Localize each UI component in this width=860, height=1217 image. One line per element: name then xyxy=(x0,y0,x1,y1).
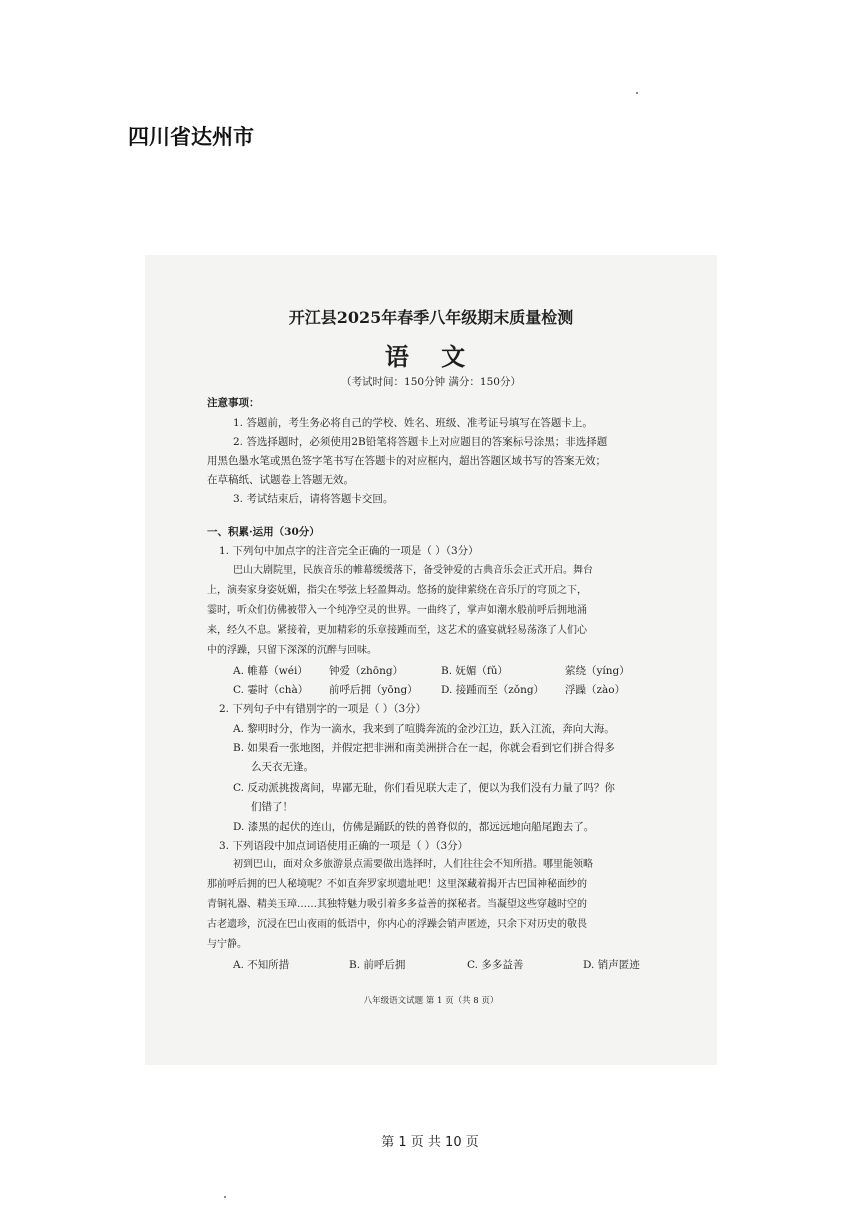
passage-line: 巴山大剧院里，民族音乐的帷幕缓缓落下，备受钟爱的古典音乐会正式开启。舞台 xyxy=(233,565,593,576)
passage-line: 来，经久不息。紧接着，更加精彩的乐章接踵而至，这艺术的盛宴就轻易荡涤了人们心 xyxy=(207,625,587,636)
paper-title: 开江县2025年春季八年级期末质量检测 xyxy=(288,308,574,327)
option: 们错了！ xyxy=(251,801,293,813)
region-title: 四川省达州市 xyxy=(128,125,254,149)
subject-title: 语 文 xyxy=(384,342,478,371)
option: A. 帷幕（wéi） xyxy=(233,665,308,677)
option: C. 反动派挑拨离间，卑鄙无耻，你们看见联大走了，便以为我们没有力量了吗？你 xyxy=(233,782,615,794)
option: 前呼后拥（yōng） xyxy=(329,684,418,696)
option: B. 前呼后拥 xyxy=(349,959,406,971)
option: B. 妩媚（fǔ） xyxy=(441,665,509,677)
passage-line: 霎时，听众们仿佛被带入一个纯净空灵的世界。一曲终了，掌声如潮水般前呼后拥地涌 xyxy=(207,605,587,616)
option: 萦绕（yíng） xyxy=(565,665,630,677)
passage-line: 初到巴山，面对众多旅游景点需要做出选择时，人们往往会不知所措。哪里能领略 xyxy=(233,859,593,870)
notice-line: 在草稿纸、试题卷上答题无效。 xyxy=(207,474,354,486)
passage-line: 古老遗珍，沉浸在巴山夜雨的低语中，你内心的浮躁会销声匿迹，只余下对历史的敬畏 xyxy=(207,919,587,930)
notice-line: 3. 考试结束后，请将答题卡交回。 xyxy=(233,493,394,505)
option: B. 如果看一张地图，并假定把非洲和南美洲拼合在一起，你就会看到它们拼合得多 xyxy=(233,742,615,754)
option: A. 黎明时分，作为一滴水，我来到了喧腾奔流的金沙江边，跃入江流，奔向大海。 xyxy=(233,723,615,735)
passage-line: 那前呼后拥的巴人秘境呢？不如直奔罗家坝遗址吧！这里深藏着揭开古巴国神秘面纱的 xyxy=(207,879,587,890)
exam-info: （考试时间：150分钟 满分：150分） xyxy=(341,376,521,388)
passage-line: 与宁静。 xyxy=(207,939,247,950)
option: C. 霎时（chà） xyxy=(233,684,309,696)
option: D. 漆黑的起伏的连山，仿佛是踊跃的铁的兽脊似的，都远远地向船尾跑去了。 xyxy=(233,821,595,833)
notice-line: 1. 答题前，考生务必将自己的学校、姓名、班级、准考证号填写在答题卡上。 xyxy=(233,417,593,429)
scan-speck xyxy=(224,1196,226,1198)
passage-line: 上，演奏家身姿妩媚，指尖在琴弦上轻盈舞动。悠扬的旋律萦绕在音乐厅的穹顶之下， xyxy=(207,585,587,596)
notice-heading: 注意事项： xyxy=(207,397,260,409)
option: 钟爱（zhōng） xyxy=(329,665,404,677)
page-number: 第 1 页 共 10 页 xyxy=(381,1135,479,1150)
question-stem: 3. 下列语段中加点词语使用正确的一项是（ ）（3分） xyxy=(219,840,469,852)
question-stem: 1. 下列句中加点字的注音完全正确的一项是（ ）（3分） xyxy=(219,545,479,557)
option: D. 接踵而至（zǒng） xyxy=(441,684,545,696)
option: C. 多多益善 xyxy=(467,959,524,971)
scan-footer: 八年级语文试题 第 1 页（共 8 页） xyxy=(363,996,499,1006)
option: 浮躁（zào） xyxy=(565,684,626,696)
scan-speck xyxy=(636,92,638,94)
option: 么天衣无逢。 xyxy=(251,761,314,773)
section-heading: 一、积累·运用（30分） xyxy=(207,526,320,538)
notice-line: 2. 答选择题时，必须使用2B铅笔将答题卡上对应题目的答案标号涂黑；非选择题 xyxy=(233,436,608,448)
option: A. 不知所措 xyxy=(233,959,290,971)
passage-line: 中的浮躁，只留下深深的沉醉与回味。 xyxy=(207,645,377,656)
option: D. 销声匿迹 xyxy=(583,959,640,971)
notice-line: 用黑色墨水笔或黑色签字笔书写在答题卡的对应框内，超出答题区域书写的答案无效； xyxy=(207,455,606,467)
passage-line: 青铜礼器、精美玉璋……其独特魅力吸引着多多益善的探秘者。当凝望这些穿越时空的 xyxy=(207,899,587,910)
question-stem: 2. 下列句子中有错别字的一项是（ ）（3分） xyxy=(219,703,427,715)
scanned-page xyxy=(145,255,717,1065)
